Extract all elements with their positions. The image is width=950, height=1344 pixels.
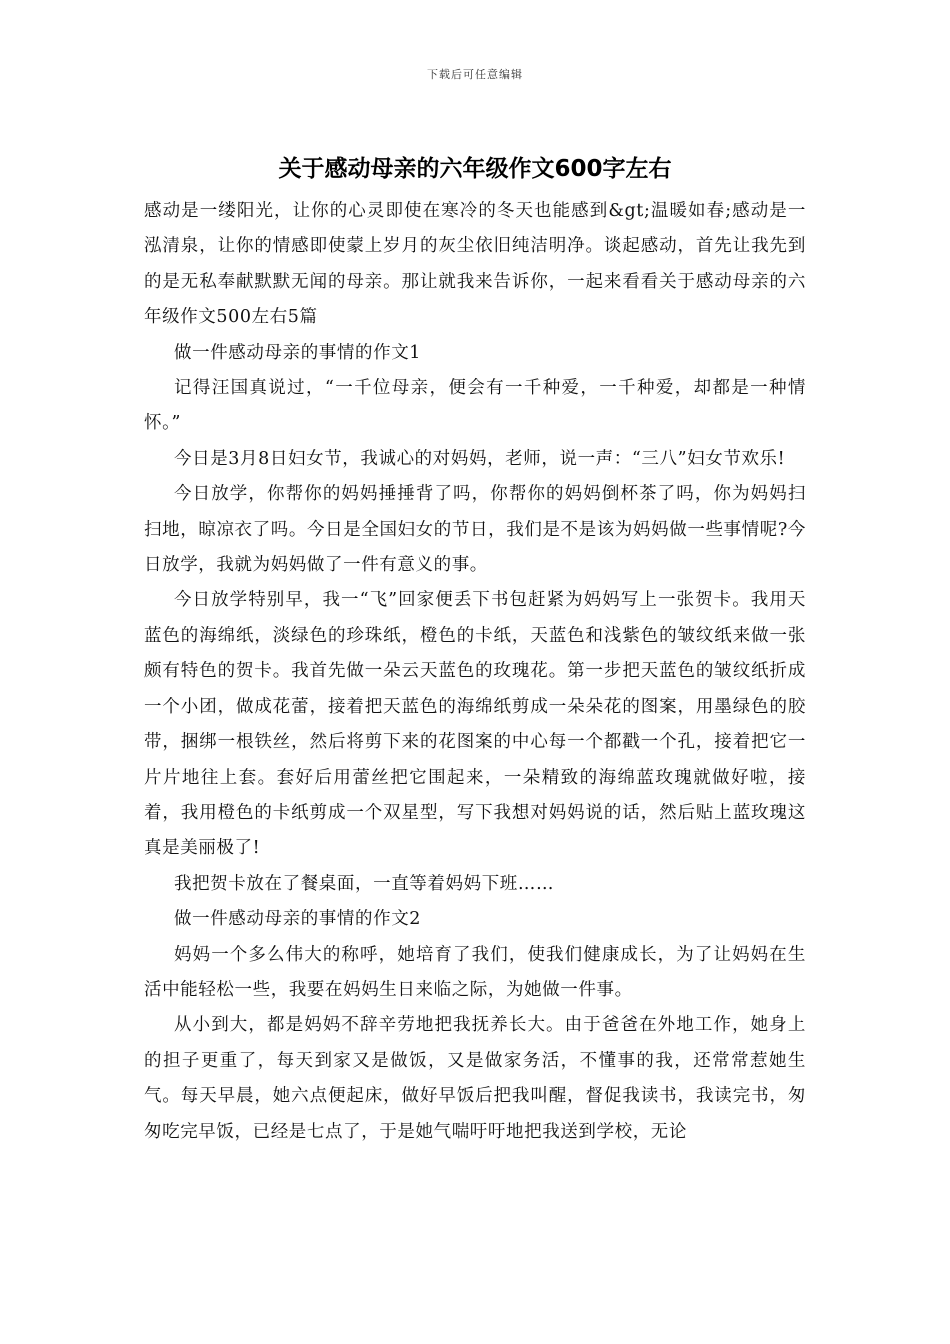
section-heading-2: 做一件感动母亲的事情的作文2 xyxy=(174,909,422,930)
paragraph: 从小到大，都是妈妈不辞辛劳地把我抚养长大。由于爸爸在外地工作，她身上的担子更重了，每天到家又是做饭，又是做家务活，不懂事的我，还常常惹她生气。每天早晨，她六点便起床，做好早饭后把我叫醒，督促我读书，我读完书，匆匆吃完早饭，已经是七点了，于是她气喘吁吁地把我送到学校，无论 xyxy=(144,1015,806,1142)
paragraph: 今日放学特别早，我一“飞”回家便丢下书包赶紧为妈妈写上一张贺卡。我用天蓝色的海绵纸，淡绿色的珍珠纸，橙色的卡纸，天蓝色和浅紫色的皱纹纸来做一张颇有特色的贺卡。我首先做一朵云天蓝色的玫瑰花。第一步把天蓝色的皱纹纸折成一个小团，做成花蕾，接着把天蓝色的海绵纸剪成一朵朵花的图案，用墨绿色的胶带，捆绑一根铁丝，然后将剪下来的花图案的中心每一个都戳一个孔，接着把它一片片地往上套。套好后用蕾丝把它围起来，一朵精致的海绵蓝玫瑰就做好啦，接着，我用橙色的卡纸剪成一个双星型，写下我想对妈妈说的话，然后贴上蓝玫瑰这真是美丽极了! xyxy=(144,590,806,859)
document-title: 关于感动母亲的六年级作文600字左右 xyxy=(278,156,672,182)
document-body xyxy=(144,194,806,1150)
paragraph: 今日是3月8日妇女节，我诚心的对妈妈，老师，说一声：“三八”妇女节欢乐! xyxy=(174,448,786,469)
paragraph: 我把贺卡放在了餐桌面，一直等着妈妈下班…… xyxy=(174,873,555,894)
paragraph: 妈妈一个多么伟大的称呼，她培育了我们，使我们健康成长，为了让妈妈在生活中能轻松一些，我要在妈妈生日来临之际，为她做一件事。 xyxy=(144,944,806,1000)
paragraph: 记得汪国真说过，“一千位母亲，便会有一千种爱，一千种爱，却都是一种情怀。” xyxy=(144,378,806,434)
header-note: 下载后可任意编辑 xyxy=(427,68,523,81)
section-heading-1: 做一件感动母亲的事情的作文1 xyxy=(174,342,422,363)
paragraph: 今日放学，你帮你的妈妈捶捶背了吗，你帮你的妈妈倒杯茶了吗，你为妈妈扫扫地，晾凉衣了吗。今日是全国妇女的节日，我们是不是该为妈妈做一些事情呢?今日放学，我就为妈妈做了一件有意义的事。 xyxy=(144,484,806,576)
paragraph-intro: 感动是一缕阳光，让你的心灵即使在寒冷的冬天也能感到&gt;温暖如春;感动是一泓清泉，让你的情感即使蒙上岁月的灰尘依旧纯洁明净。谈起感动，首先让我先到的是无私奉献默默无闻的母亲。那让就我来告诉你，一起来看看关于感动母亲的六年级作文500左右5篇 xyxy=(144,201,806,328)
